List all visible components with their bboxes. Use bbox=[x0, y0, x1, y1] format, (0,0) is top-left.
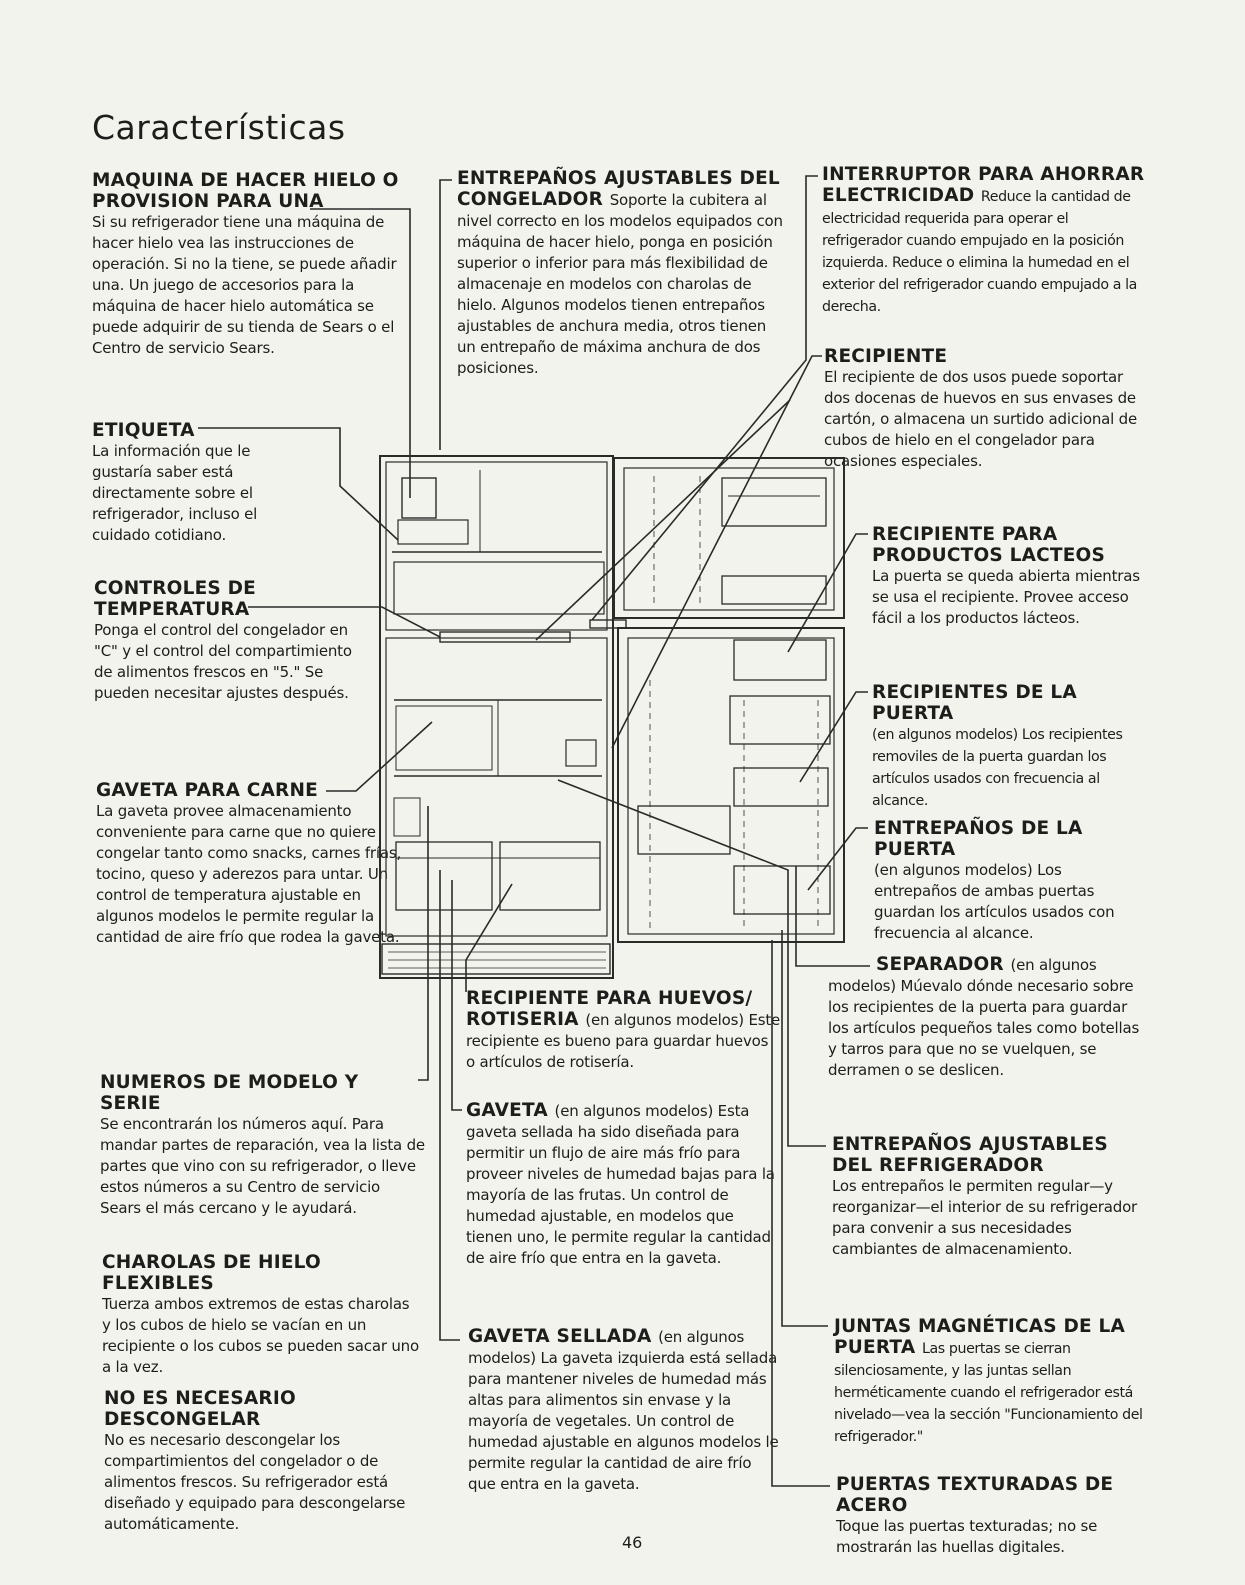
ice-trays-heading: CHAROLAS DE HIELO FLEXIBLES bbox=[102, 1252, 321, 1294]
ice-trays-section bbox=[102, 1252, 422, 1378]
egg-bin-heading: RECIPIENTE PARA HUEVOS/ ROTISERIA bbox=[466, 988, 753, 1030]
ice-maker-section bbox=[92, 170, 412, 359]
label-section bbox=[92, 420, 312, 546]
energy-saver-body: Reduce la cantidad de electricidad requerida para operar el refrigerador cuando empujado en la posición izquierda. Reduce o elimina la humedad en el exterior del refrigerador cuando empujado a la derecha. bbox=[822, 189, 1137, 315]
gaskets-section bbox=[834, 1316, 1154, 1448]
model-numbers-body: Se encontrarán los números aquí. Para mandar partes de reparación, vea la lista de partes que vino con su refrigerador, o lleve estos números a su Centro de servicio Sears el más cercano y le ayudará. bbox=[100, 1115, 425, 1217]
bin-section bbox=[824, 346, 1149, 472]
freezer-shelves-section bbox=[457, 168, 787, 379]
divider-heading: SEPARADOR bbox=[876, 954, 1011, 975]
fridge-shelves-section bbox=[832, 1134, 1150, 1260]
crisper-heading: GAVETA bbox=[466, 1100, 555, 1121]
divider-section bbox=[828, 954, 1150, 1081]
dairy-body: La puerta se queda abierta mientras se usa el recipiente. Provee acceso fácil a los productos lácteos. bbox=[872, 567, 1140, 627]
gaskets-heading: JUNTAS MAGNÉTICAS DE LA PUERTA bbox=[834, 1316, 1125, 1358]
no-defrost-body: No es necesario descongelar los compartimientos del congelador o de alimentos frescos. Su refrigerador está diseñado y equipado para descongelarse automáticamente. bbox=[104, 1431, 406, 1533]
egg-bin-section bbox=[466, 988, 781, 1073]
energy-saver-section bbox=[822, 164, 1152, 318]
bin-body: El recipiente de dos usos puede soportar dos docenas de huevos en sus envases de cartón, o almacena un surtido adicional de cubos de hielo en el congelador para ocasiones especiales. bbox=[824, 368, 1138, 470]
fridge-shelves-body: Los entrepaños le permiten regular—y reorganizar—el interior de su refrigerador para convenir a sus necesidades cambiantes de almacenamiento. bbox=[832, 1177, 1138, 1258]
crisper-body: (en algunos modelos) Esta gaveta sellada ha sido diseñada para permitir un flujo de aire más frío para proveer niveles de humedad bajas para la mayoría de las frutas. Un control de humedad ajustable, en modelos que tienen uno, le permite regular la cantidad de aire frío que entra en la gaveta. bbox=[466, 1102, 775, 1267]
egg-bin-body: (en algunos modelos) Este recipiente es bueno para guardar huevos o artículos de rotisería. bbox=[466, 1011, 781, 1071]
freezer-shelves-body: Soporte la cubitera al nivel correcto en los modelos equipados con máquina de hacer hielo, ponga en posición superior o inferior para más flexibilidad de almacenaje en modelos con charolas de hielo. Algunos modelos tienen entrepaños ajustables de anchura media, otros tienen un entrepaño de máxima anchura de dos posiciones. bbox=[457, 191, 783, 377]
door-shelves-heading: ENTREPAÑOS DE LA PUERTA bbox=[874, 818, 1083, 860]
door-bins-body: (en algunos modelos) Los recipientes removiles de la puerta guardan los artículos usados con frecuencia al alcance. bbox=[872, 727, 1123, 809]
model-numbers-section bbox=[100, 1072, 425, 1219]
door-bins-heading: RECIPIENTES DE LA PUERTA bbox=[872, 682, 1077, 724]
door-shelves-body: (en algunos modelos) Los entrepaños de ambas puertas guardan los artículos usados con frecuencia al alcance. bbox=[874, 861, 1115, 942]
temp-controls-body: Ponga el control del congelador en "C" y el control del compartimiento de alimentos frescos en "5." Se pueden necesitar ajustes después. bbox=[94, 621, 352, 702]
steel-doors-body: Toque las puertas texturadas; no se mostrarán las huellas digitales. bbox=[836, 1517, 1098, 1556]
fridge-shelves-heading: ENTREPAÑOS AJUSTABLES DEL REFRIGERADOR bbox=[832, 1134, 1108, 1176]
ice-maker-heading: MAQUINA DE HACER HIELO O PROVISION PARA UNA bbox=[92, 170, 399, 212]
steel-doors-heading: PUERTAS TEXTURADAS DE ACERO bbox=[836, 1474, 1114, 1516]
dairy-heading: RECIPIENTE PARA PRODUCTOS LACTEOS bbox=[872, 524, 1105, 566]
label-heading: ETIQUETA bbox=[92, 420, 195, 441]
label-body: La información que le gustaría saber está directamente sobre el refrigerador, incluso el cuidado cotidiano. bbox=[92, 442, 258, 544]
model-numbers-heading: NUMEROS DE MODELO Y SERIE bbox=[100, 1072, 359, 1114]
page-title: Características bbox=[92, 108, 346, 147]
temp-controls-heading: CONTROLES DE TEMPERATURA bbox=[94, 578, 256, 620]
meat-drawer-body: La gaveta provee almacenamiento conveniente para carne que no quiere congelar tanto como snacks, carnes frías, tocino, queso y aderezos para untar. Un control de temperatura ajustable en algunos modelos le permite regular la cantidad de aire frío que rodea la gaveta. bbox=[96, 802, 402, 946]
dairy-section bbox=[872, 524, 1142, 629]
page-number: 46 bbox=[622, 1533, 643, 1552]
meat-drawer-heading: GAVETA PARA CARNE bbox=[96, 780, 318, 801]
no-defrost-heading: NO ES NECESARIO DESCONGELAR bbox=[104, 1388, 296, 1430]
crisper-section bbox=[466, 1100, 781, 1269]
temp-controls-section bbox=[94, 578, 369, 704]
sealed-crisper-body: (en algunos modelos) La gaveta izquierda está sellada para mantener niveles de humedad más altas para alimentos sin envase y la mayoría de vegetales. Un control de humedad ajustable en algunos modelos le permite regular la cantidad de aire frío que entra en la gaveta. bbox=[468, 1328, 779, 1493]
door-shelves-section bbox=[874, 818, 1149, 944]
energy-saver-heading: INTERRUPTOR PARA AHORRAR ELECTRICIDAD bbox=[822, 164, 1145, 206]
divider-body: (en algunos modelos) Múevalo dónde necesario sobre los recipientes de la puerta para guardar los artículos pequeños tales como botellas y tarros para que no se vuelquen, se derramen o se deslicen. bbox=[828, 956, 1140, 1079]
ice-trays-body: Tuerza ambos extremos de estas charolas y los cubos de hielo se vacían en un recipiente o los cubos se pueden sacar uno a la vez. bbox=[102, 1295, 419, 1376]
ice-maker-body: Si su refrigerador tiene una máquina de hacer hielo vea las instrucciones de operación. Si no la tiene, se puede añadir una. Un juego de accesorios para la máquina de hacer hielo automática se puede adquirir de su tienda de Sears o el Centro de servicio Sears. bbox=[92, 213, 397, 357]
bin-heading: RECIPIENTE bbox=[824, 346, 948, 367]
freezer-shelves-heading: ENTREPAÑOS AJUSTABLES DEL CONGELADOR bbox=[457, 168, 780, 210]
gaskets-body: Las puertas se cierran silenciosamente, y las juntas sellan herméticamente cuando el refrigerador está nivelado—vea la sección "Funcionamiento del refrigerador." bbox=[834, 1341, 1143, 1445]
meat-drawer-section bbox=[96, 780, 401, 948]
sealed-crisper-section bbox=[468, 1326, 783, 1495]
steel-doors-section bbox=[836, 1474, 1156, 1558]
sealed-crisper-heading: GAVETA SELLADA bbox=[468, 1326, 659, 1347]
no-defrost-section bbox=[104, 1388, 424, 1535]
door-bins-section bbox=[872, 682, 1147, 812]
